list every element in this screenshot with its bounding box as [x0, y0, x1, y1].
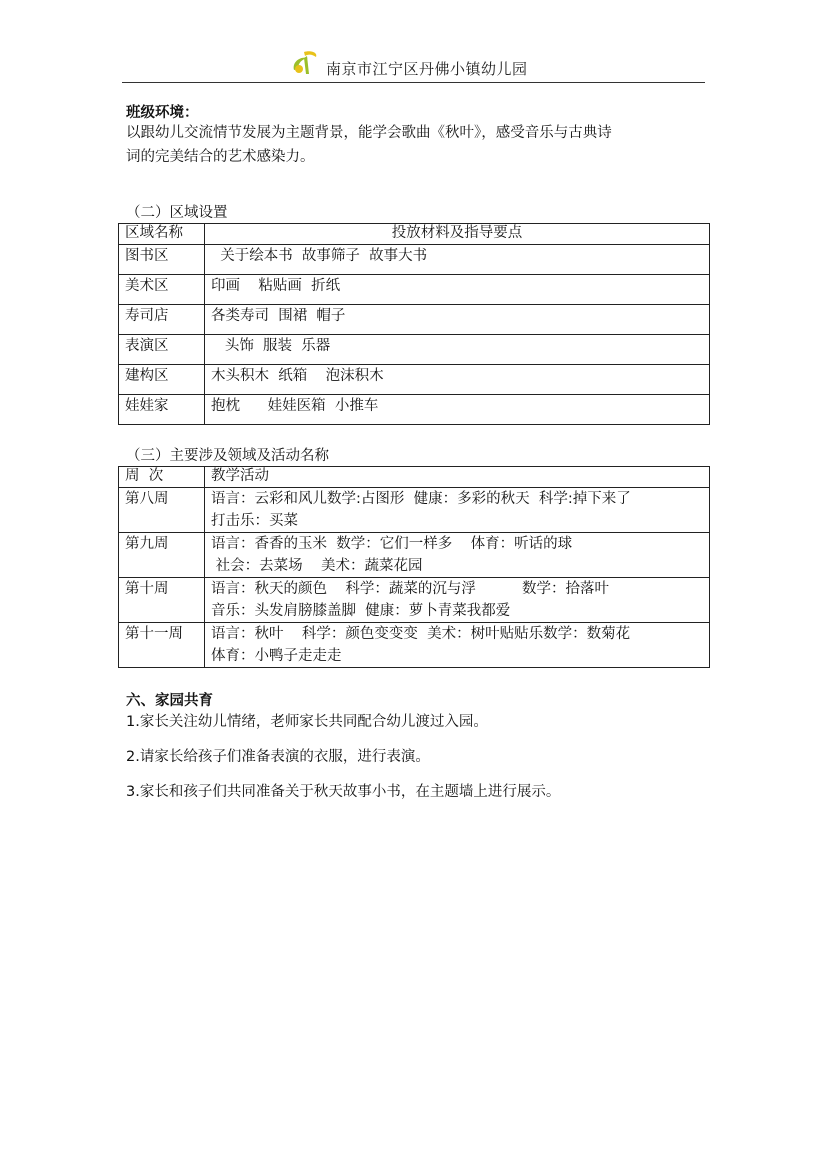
activity-cell [205, 533, 710, 578]
week-label: 第十周 [119, 578, 205, 623]
table-row [119, 488, 710, 533]
col-activity: 教学活动 [205, 467, 710, 488]
activities-heading: （三）主要涉及领域及活动名称 [126, 448, 329, 464]
table-header-row [119, 224, 710, 245]
class-env-heading: 班级环境： [126, 105, 199, 121]
class-env-line2: 词的完美结合的艺术感染力。 [126, 149, 315, 165]
activity-line: 体育：小鸭子走走走 [211, 648, 342, 664]
table-row [119, 623, 710, 668]
school-name: 南京市江宁区丹佛小镇幼儿园 [326, 60, 528, 78]
activity-line: 语言：秋天的颜色 科学：蔬菜的沉与浮 数学：拾落叶 [211, 581, 610, 597]
table-row [119, 335, 710, 365]
col-materials: 投放材料及指导要点 [205, 224, 710, 245]
area-content: 各类寿司 围裙 帽子 [205, 305, 710, 335]
table-row [119, 533, 710, 578]
activity-line: 语言：秋叶 科学：颜色变变变 美术：树叶贴贴乐数学：数菊花 [211, 626, 631, 642]
activity-line: 语言：云彩和风儿数学:占图形 健康：多彩的秋天 科学:掉下来了 [211, 491, 631, 507]
week-label: 第十一周 [119, 623, 205, 668]
area-content: 抱枕 娃娃医箱 小推车 [205, 395, 710, 425]
list-item: 2.请家长给孩子们准备表演的衣服，进行表演。 [126, 749, 430, 765]
activity-line: 音乐：头发肩膀膝盖脚 健康：萝卜青菜我都爱 [211, 603, 511, 619]
activity-cell [205, 488, 710, 533]
activity-cell [205, 578, 710, 623]
area-name: 表演区 [119, 335, 205, 365]
activity-line: 语言：香香的玉米 数学：它们一样多 体育：听话的球 [211, 536, 573, 552]
col-week: 周 次 [119, 467, 205, 488]
table-row [119, 395, 710, 425]
table-row [119, 245, 710, 275]
area-name: 寿司店 [119, 305, 205, 335]
area-name: 美术区 [119, 275, 205, 305]
col-area-name: 区域名称 [119, 224, 205, 245]
area-content: 木头积木 纸箱 泡沫积木 [205, 365, 710, 395]
areas-heading: （二）区域设置 [126, 205, 228, 221]
table-row [119, 275, 710, 305]
page-header [122, 46, 705, 83]
areas-table [118, 223, 710, 425]
area-content: 关于绘本书 故事筛子 故事大书 [205, 245, 710, 275]
list-item: 3.家长和孩子们共同准备关于秋天故事小书，在主题墙上进行展示。 [126, 784, 561, 800]
area-content: 印画 粘贴画 折纸 [205, 275, 710, 305]
area-name: 娃娃家 [119, 395, 205, 425]
home-heading: 六、家园共育 [126, 693, 213, 709]
week-label: 第九周 [119, 533, 205, 578]
school-logo-icon [290, 48, 320, 78]
activity-line: 打击乐：买菜 [211, 513, 298, 529]
table-row [119, 365, 710, 395]
activity-line: 社会：去菜场 美术：蔬菜花园 [211, 558, 423, 574]
class-env-line1: 以跟幼儿交流情节发展为主题背景，能学会歌曲《秋叶》，感受音乐与古典诗 [126, 125, 612, 141]
list-item: 1.家长关注幼儿情绪，老师家长共同配合幼儿渡过入园。 [126, 714, 488, 730]
table-row [119, 305, 710, 335]
area-content: 头饰 服装 乐器 [205, 335, 710, 365]
table-row [119, 578, 710, 623]
area-name: 建构区 [119, 365, 205, 395]
activities-table [118, 466, 710, 668]
activity-cell [205, 623, 710, 668]
area-name: 图书区 [119, 245, 205, 275]
week-label: 第八周 [119, 488, 205, 533]
table-header-row [119, 467, 710, 488]
